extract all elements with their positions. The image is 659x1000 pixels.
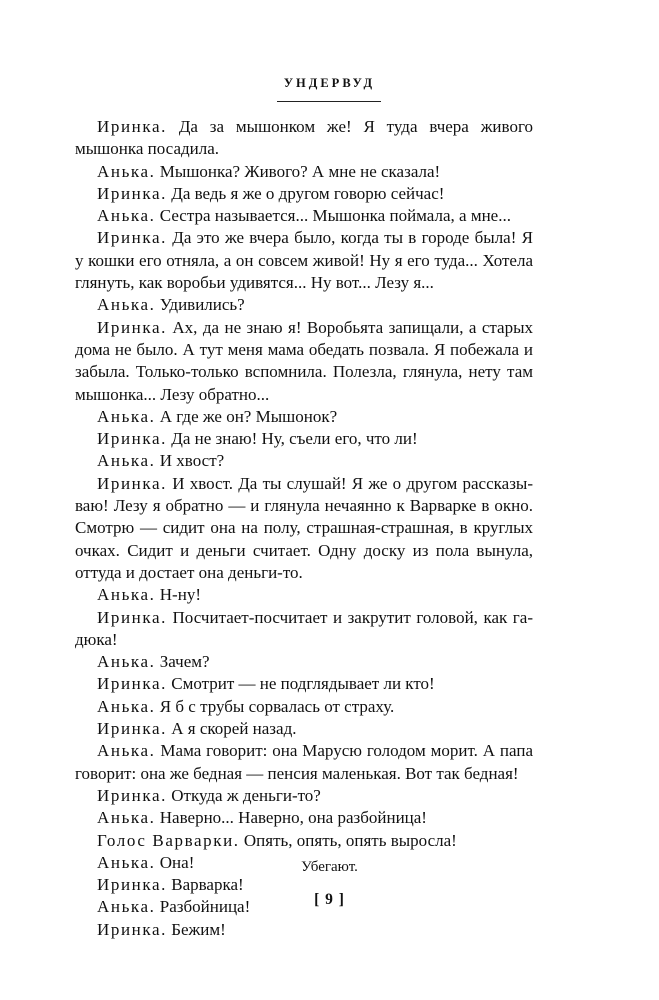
speaker-name: Иринка. [97,317,167,337]
dialogue-block [75,116,533,941]
dialogue-text: Разбойница! [155,897,251,917]
dialogue-text: Да не знаю! Ну, съели его, что ли! [166,429,418,449]
speaker-name: Иринка. [97,228,167,248]
stage-direction: Убегают. [301,859,358,875]
dialogue-text: И хвост? [155,451,225,471]
dialogue-line [75,807,533,829]
header-rule [277,101,381,102]
speaker-name: Иринка. [97,183,167,203]
dialogue-line [75,428,533,450]
speaker-name: Иринка. [97,719,167,739]
dialogue-text: Опять, опять, опять выросла! [239,830,457,850]
dialogue-text: Да это же вчера было, когда ты в городе была! Я у кошки его отняла, а он совсем живой! Ну я его туда... Хотела глянуть, как воробьи удивятся... Ну вот... Лезу я... [75,228,533,293]
speaker-name: Анька. [97,808,156,828]
dialogue-line [75,919,533,941]
running-header-title: УНДЕРВУД [283,76,376,90]
dialogue-line [75,696,533,718]
dialogue-text: Я б с трубы сорвалась от страху. [155,696,395,716]
dialogue-text: Наверно... Наверно, она разбойница! [155,808,427,828]
speaker-name: Анька. [97,206,156,226]
dialogue-line [75,317,533,406]
speaker-name: Анька. [97,295,156,315]
speaker-name: Голос Варварки. [97,830,240,850]
dialogue-line [75,294,533,316]
dialogue-line [75,785,533,807]
dialogue-text: Мышонка? Живого? А мне не сказала! [155,161,441,181]
dialogue-line [75,830,533,852]
dialogue-text: Удивились? [155,295,245,315]
speaker-name: Анька. [97,696,156,716]
speaker-name: Иринка. [97,919,167,939]
dialogue-text: Да за мышонком же! Я туда вчера живого мышонка посадила. [75,117,533,159]
dialogue-line [75,205,533,227]
speaker-name: Анька. [97,406,156,426]
speaker-name: Иринка. [97,117,167,136]
dialogue-text: Да ведь я же о другом говорю сейчас! [166,183,445,203]
speaker-name: Анька. [97,852,156,872]
dialogue-text: Откуда ж деньги-то? [166,785,321,805]
dialogue-line [75,584,533,606]
dialogue-line [75,227,533,294]
speaker-name: Анька. [97,451,156,471]
dialogue-text: Бежим! [166,919,226,939]
speaker-name: Иринка. [97,875,167,895]
dialogue-text: Посчитает-посчитает и закрутит головой, как гадюка! [75,607,533,649]
dialogue-text: Варварка! [166,875,244,895]
dialogue-text: Смотрит — не подглядывает ли кто! [166,674,435,694]
speaker-name: Иринка. [97,473,167,493]
running-header [0,74,659,92]
speaker-name: Анька. [97,741,156,761]
dialogue-line [75,116,533,161]
dialogue-line [75,406,533,428]
dialogue-text: А я скорей назад. [166,719,297,739]
dialogue-line [75,740,533,785]
speaker-name: Иринка. [97,674,167,694]
page-number: [ 9 ] [314,891,345,908]
dialogue-line [75,673,533,695]
dialogue-line [75,161,533,183]
speaker-name: Иринка. [97,607,167,627]
dialogue-text: Зачем? [155,652,210,672]
speaker-name: Иринка. [97,429,167,449]
dialogue-text: Сестра называется... Мышонка поймала, а мне... [155,206,511,226]
dialogue-line [75,450,533,472]
dialogue-text: Ах, да не знаю я! Воробьята запищали, а старых дома не было. А тут меня мама обедать позвала. Я побежала и забыла. Только-только вспомнила. Полезла, глянула, нету там мышонка... Лезу обратно... [75,317,533,404]
speaker-name: Иринка. [97,785,167,805]
speaker-name: Анька. [97,161,156,181]
dialogue-text: Мама говорит: она Марусю голодом морит. А папа говорит: она же бедная — пенсия маленькая. Вот так бедная! [75,741,533,783]
dialogue-line [75,183,533,205]
speaker-name: Анька. [97,897,156,917]
dialogue-text: Она! [155,852,195,872]
dialogue-text: И хвост. Да ты слушай! Я же о другом рассказываю! Лезу я обратно — и глянула нечаянно к Варварке в окно. Смотрю — сидит она на полу, страшная-страшная, в круглых очках. Сидит и деньги считает. Одну доску из пола вынула, оттуда и достает она деньги-то. [75,473,533,582]
dialogue-line [75,607,533,652]
dialogue-line [75,651,533,673]
speaker-name: Анька. [97,652,156,672]
speaker-name: Анька. [97,585,156,605]
dialogue-line [75,718,533,740]
dialogue-line [75,473,533,584]
dialogue-text: Н-ну! [155,585,201,605]
dialogue-text: А где же он? Мышонок? [155,406,338,426]
